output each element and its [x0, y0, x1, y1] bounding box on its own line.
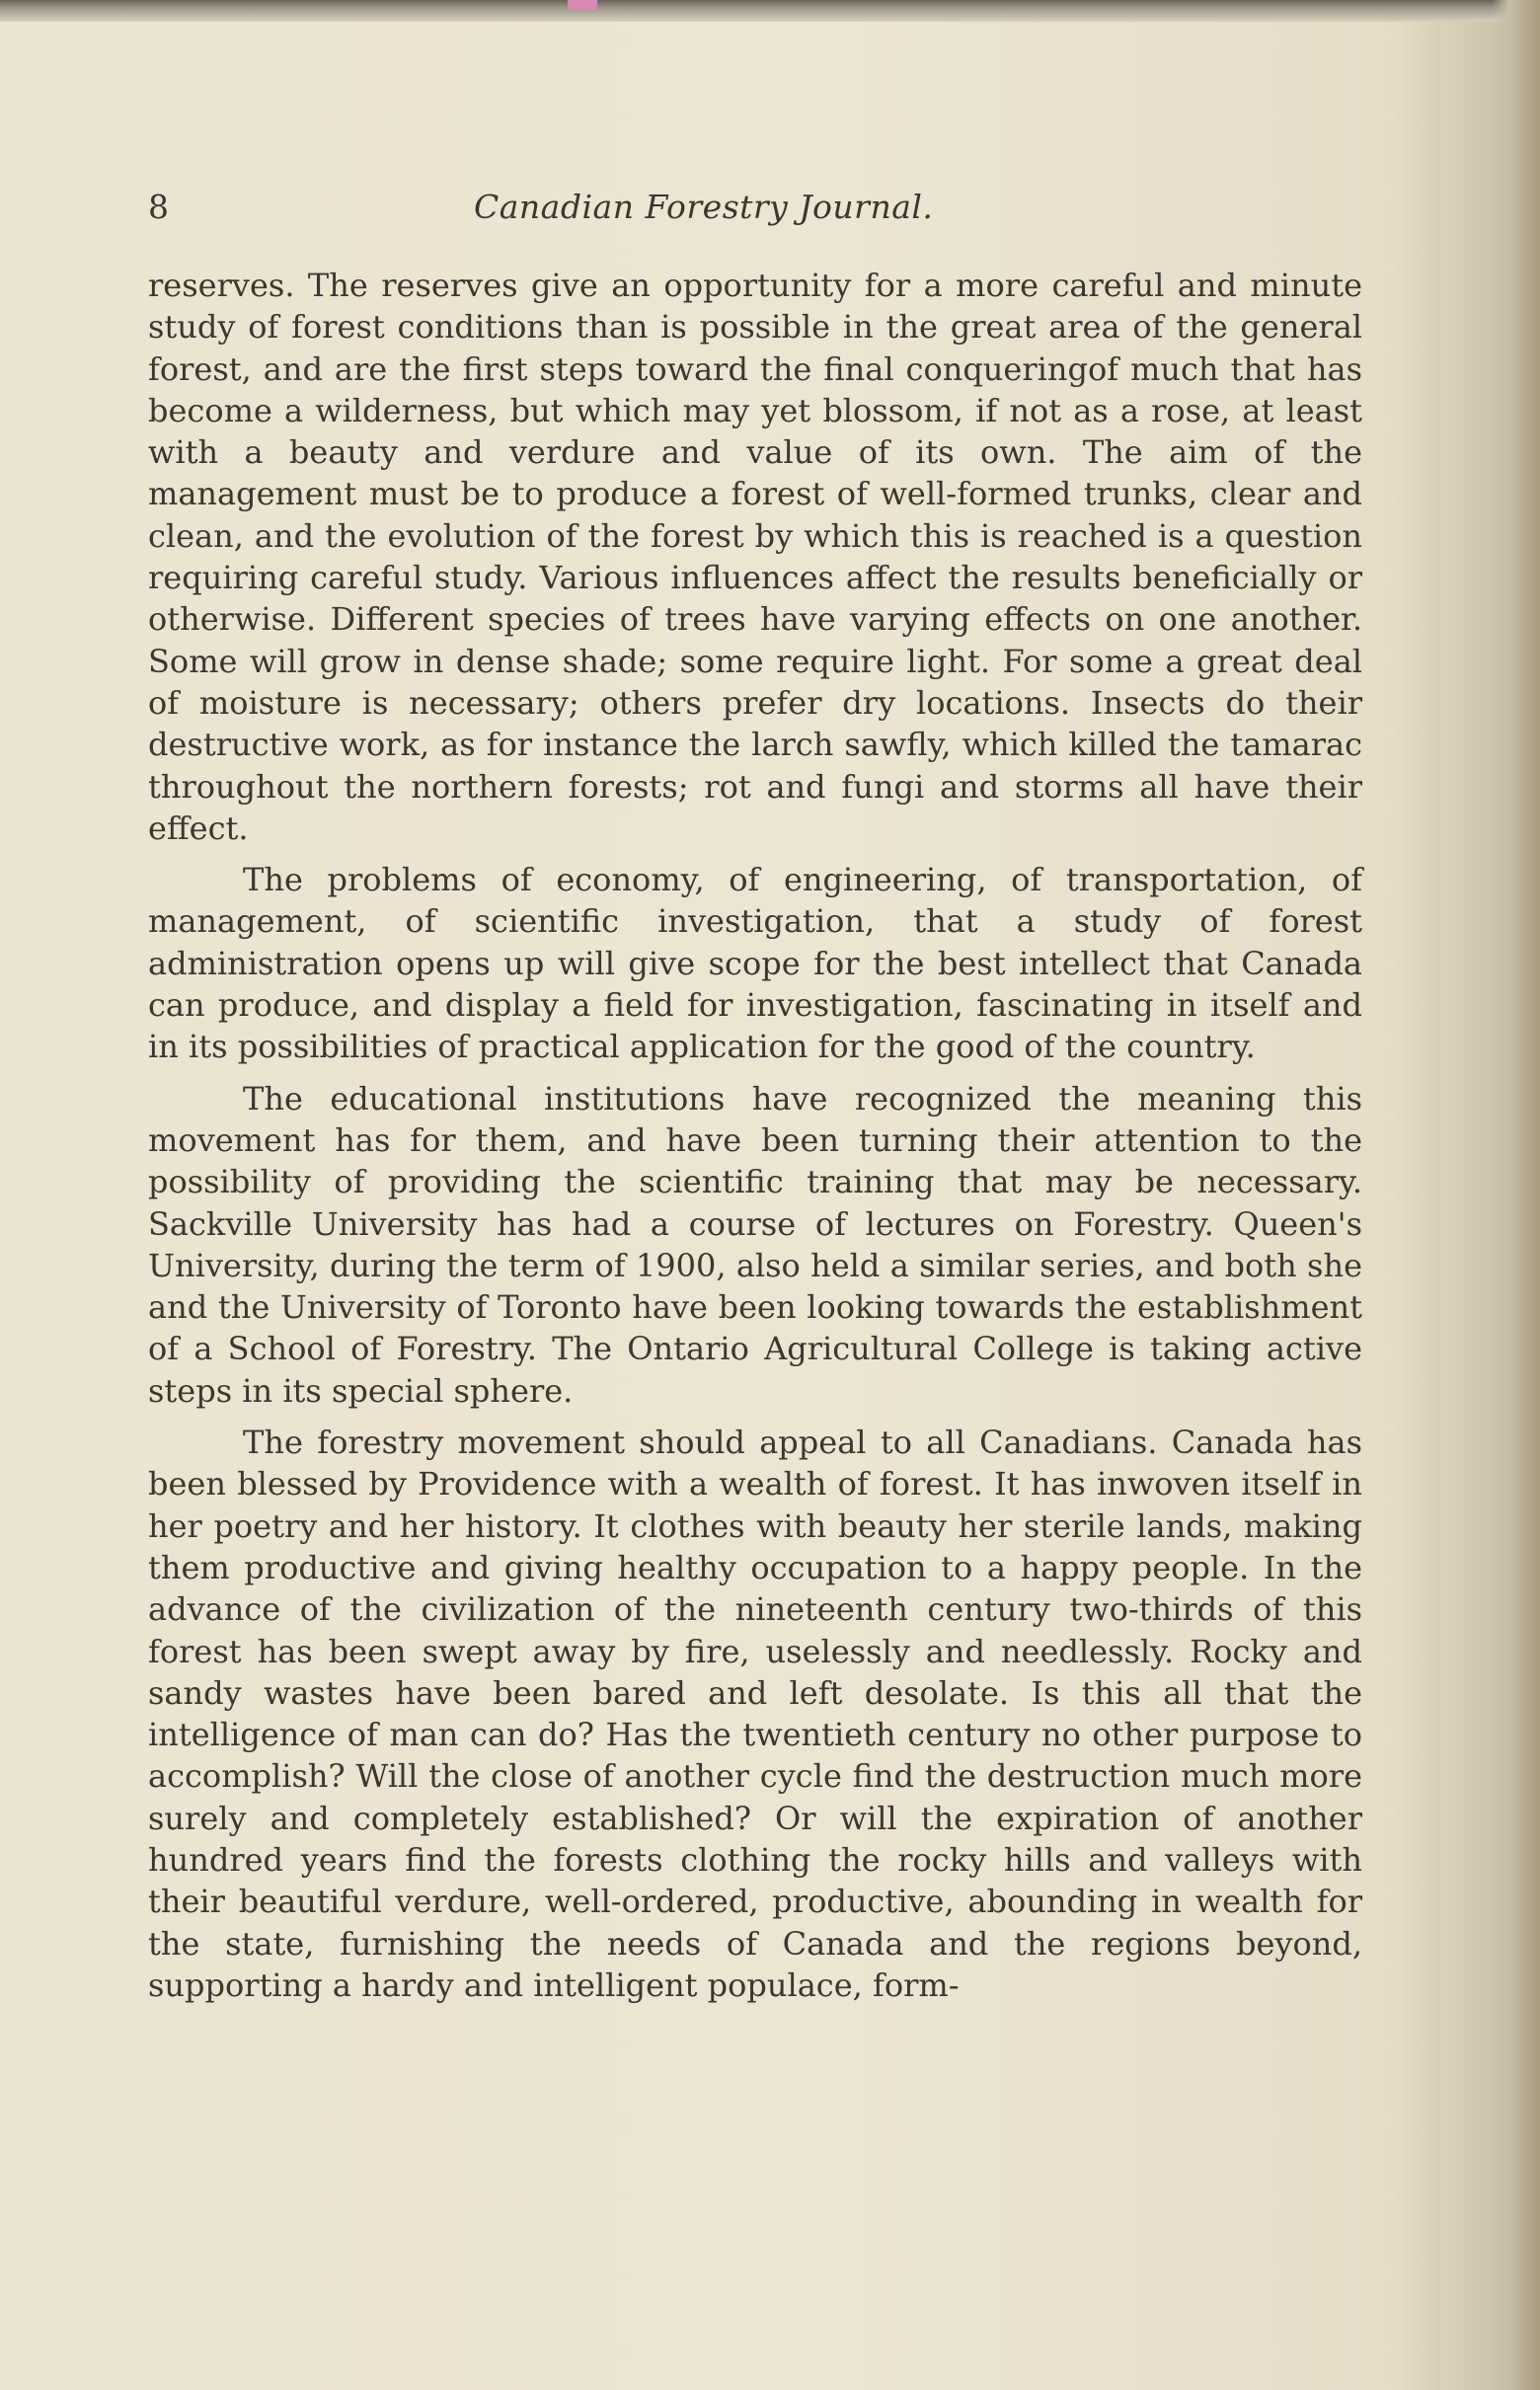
page-text-block	[148, 178, 1362, 2006]
paragraph-2: The problems of economy, of engineering, of transportation, of management, of scientific investigation, that a study of forest administration opens up will give scope for the best intellect that Canada can produce, and display a field for investigation, fascinating in itself and in its possibilities of practical application for the good of the country.	[148, 861, 1362, 1066]
paragraph-4: The forestry movement should appeal to all Canadians. Canada has been blessed by Providence with a wealth of forest. It has inwoven itself in her poetry and her history. It clothes with beauty her sterile lands, making them productive and giving healthy occupation to a happy people. In the advance of the civilization of the nineteenth century two-thirds of this forest has been swept away by fire, uselessly and needlessly. Rocky and sandy wastes have been bared and left desolate. Is this all that the intelligence of man can do? Has the twentieth century no other purpose to accomplish? Will the close of another cycle find the destruction much more surely and completely established? Or will the expiration of another hundred years find the forests clothing the rocky hills and valleys with their beautiful verdure, well-ordered, productive, abounding in wealth for the state, furnishing the needs of Canada and the regions beyond, supporting a hardy and intelligent populace, form-	[148, 1424, 1362, 2004]
bookmark-ribbon	[568, 0, 597, 10]
journal-title: Canadian Forestry Journal.	[474, 188, 934, 226]
page-number: 8	[148, 188, 169, 226]
page-right-edge	[1493, 0, 1540, 2390]
paragraph-1: reserves. The reserves give an opportunity for a more careful and minute study of forest conditions than is possible in the great area of the general forest, and are the first steps toward the final conqueringof much that has become a wilderness, but which may yet blossom, if not as a rose, at least with a beauty and verdure and value of its own. The aim of the management must be to produce a forest of well-formed trunks, clear and clean, and the evolution of the forest by which this is reached is a question requiring careful study. Various influences affect the results beneficially or otherwise. Different species of trees have varying effects on one another. Some will grow in dense shade; some require light. For some a great deal of moisture is necessary; others prefer dry locations. Insects do their destructive work, as for instance the larch sawfly, which killed the tamarac throughout the northern forests; rot and fungi and storms all have their effect.	[148, 267, 1362, 847]
page-top-edge	[0, 0, 1540, 22]
running-head	[148, 178, 1362, 237]
paragraph-3: The educational institutions have recognized the meaning this movement has for them, and have been turning their attention to the possibility of providing the scientific training that may be necessary. Sackville University has had a course of lectures on Forestry. Queen's University, during the term of 1900, also held a similar series, and both she and the University of Toronto have been looking towards the establishment of a School of Forestry. The Ontario Agricultural College is taking active steps in its special sphere.	[148, 1079, 1362, 1410]
article-body	[148, 265, 1362, 2006]
